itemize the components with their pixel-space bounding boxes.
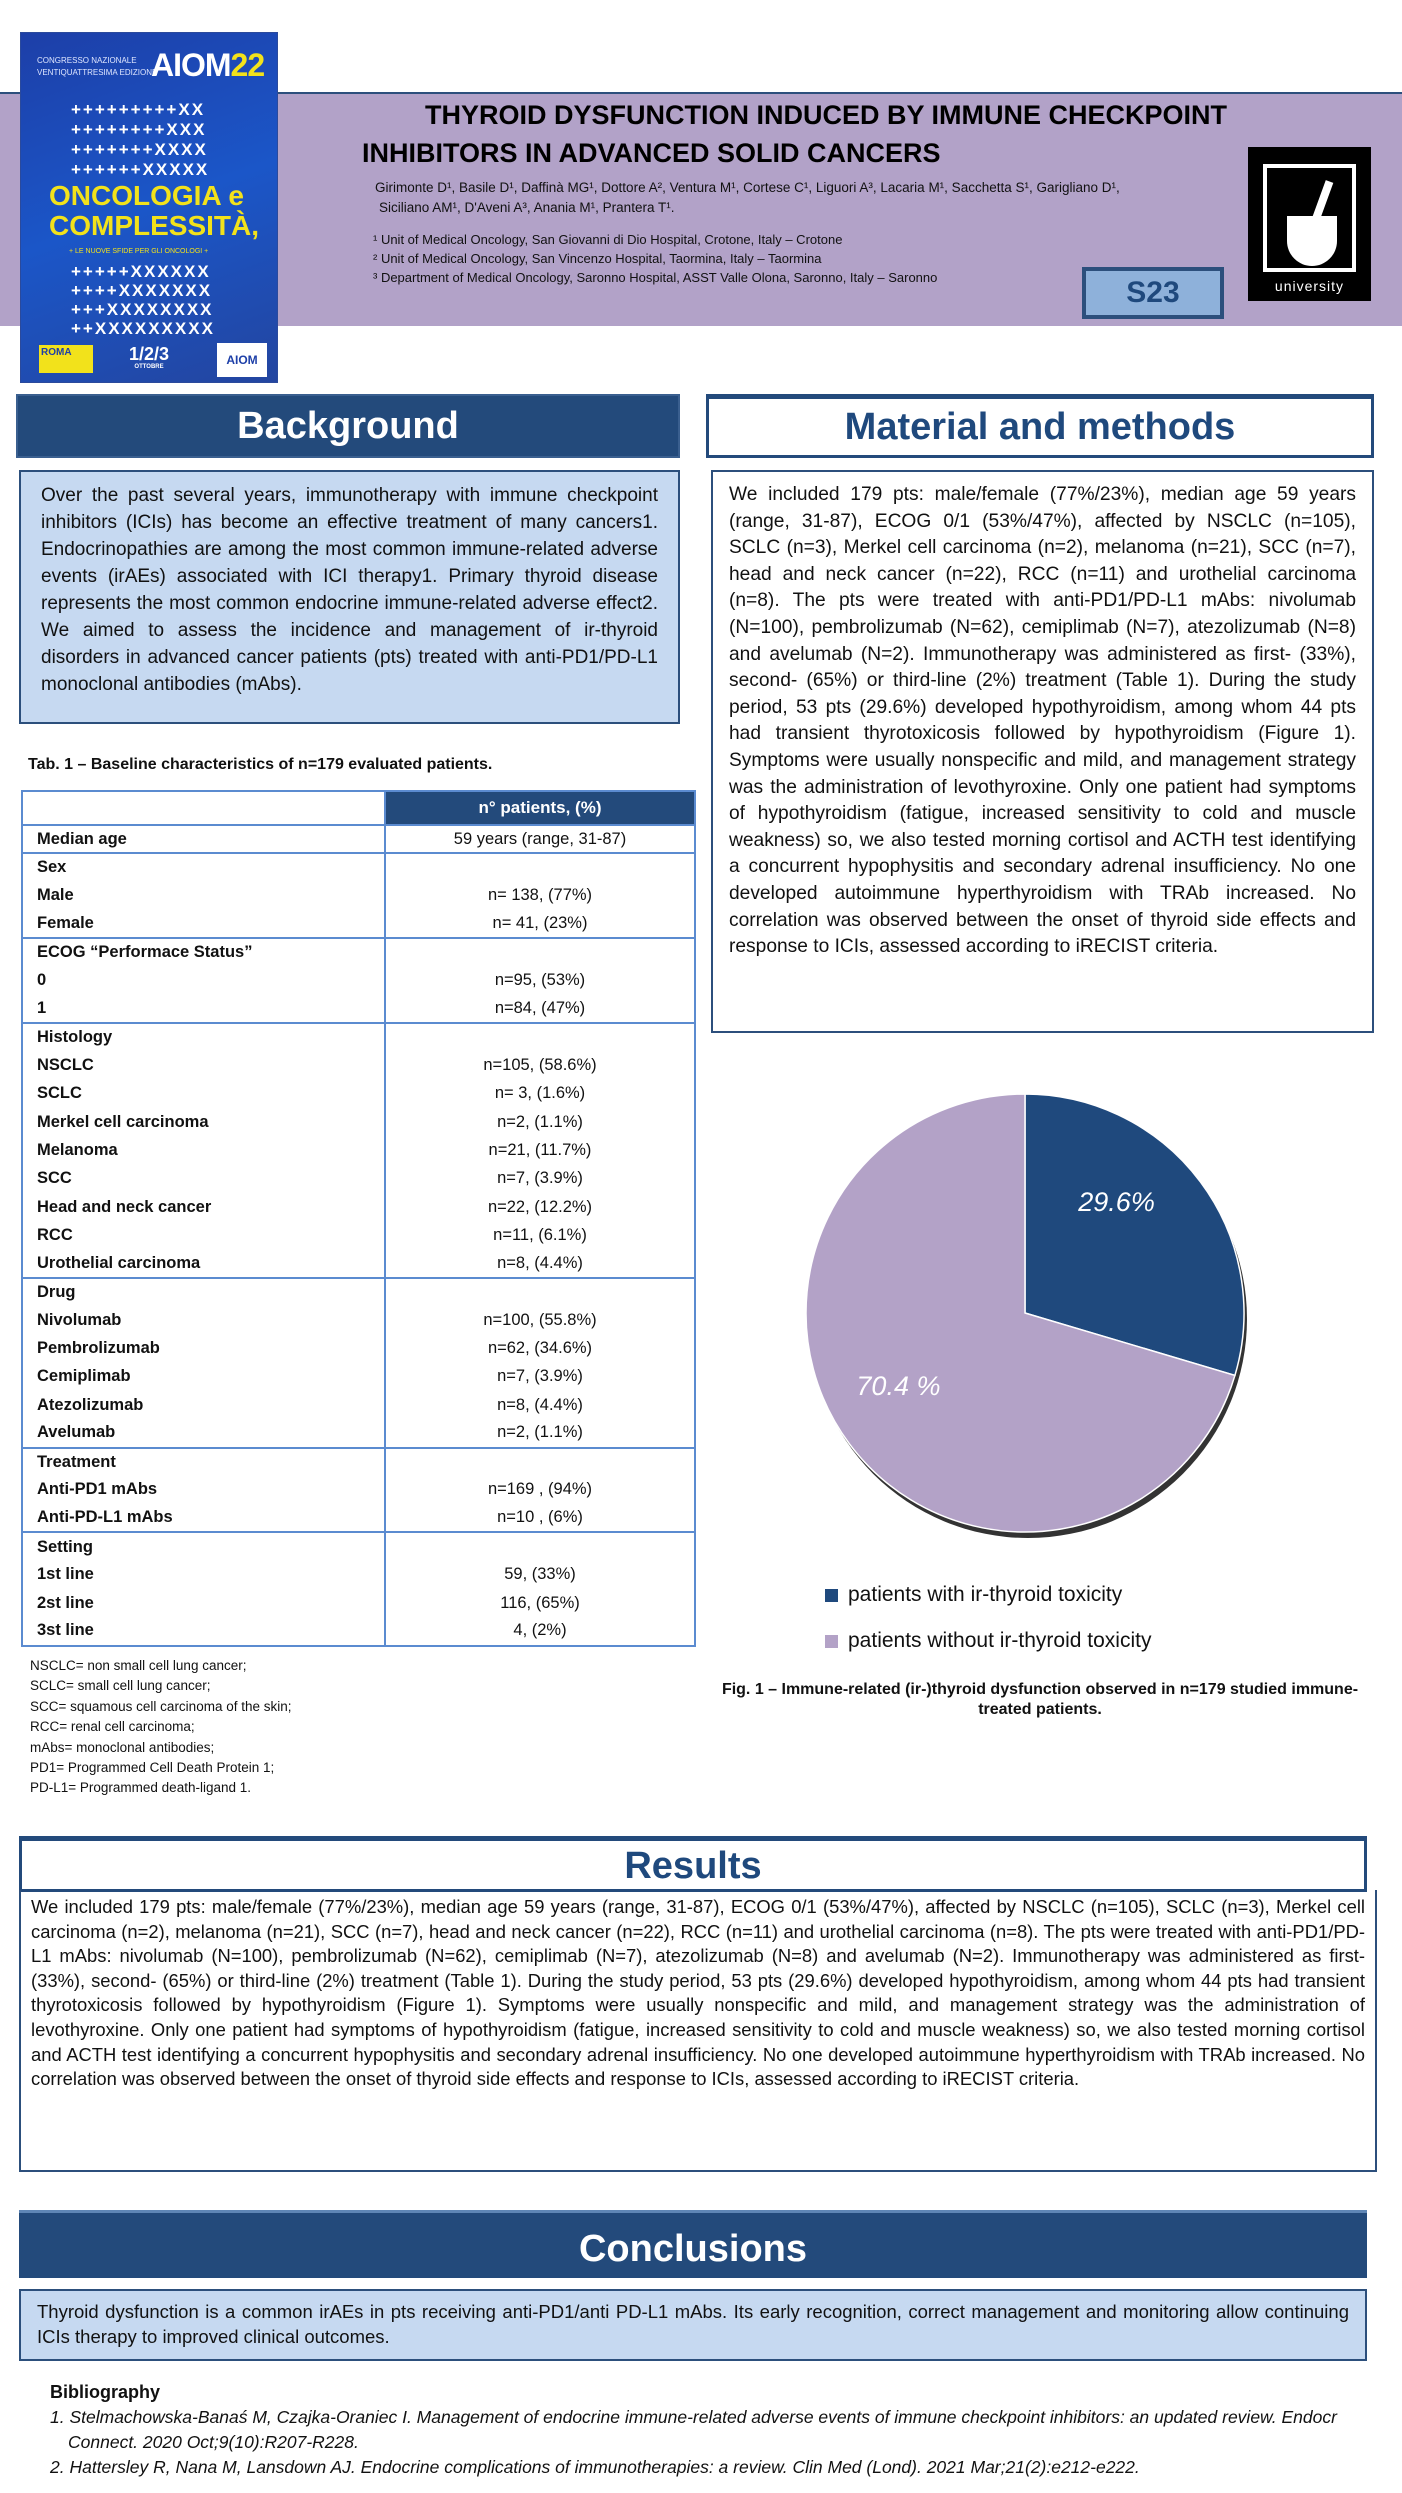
table-row (22, 825, 695, 853)
row-value: n=2, (1.1%) (385, 1419, 695, 1447)
bibliography-heading: Bibliography (50, 2382, 161, 2402)
logo-pattern: ++XXXXXXXXX (71, 319, 215, 338)
row-label: Nivolumab (22, 1306, 385, 1334)
row-label: Melanoma (22, 1136, 385, 1164)
row-value (385, 938, 695, 966)
table-row (22, 1476, 695, 1504)
table-row (22, 1023, 695, 1051)
logo-pattern: +++++++++XX (71, 100, 206, 119)
table-row (22, 882, 695, 910)
row-label: Median age (22, 825, 385, 853)
table-row (22, 1589, 695, 1617)
row-label: 2st line (22, 1589, 385, 1617)
table-row (22, 1193, 695, 1221)
abbreviation: PD1= Programmed Cell Death Protein 1; (30, 1760, 275, 1776)
logo-city: ROMA (39, 345, 93, 373)
conclusions-heading: Conclusions (19, 2210, 1367, 2278)
poster-code: S23 (1086, 271, 1220, 315)
table-row (22, 910, 695, 938)
table-row (22, 966, 695, 994)
row-value: n=21, (11.7%) (385, 1136, 695, 1164)
logo-brand: AIOM (151, 47, 231, 83)
row-label: SCLC (22, 1080, 385, 1108)
row-value: 59, (33%) (385, 1561, 695, 1589)
row-value (385, 1448, 695, 1476)
table-row (22, 1278, 695, 1306)
row-value (385, 1023, 695, 1051)
row-label: Sex (22, 853, 385, 881)
university-logo-text: university (1274, 278, 1345, 294)
reference: 2. Hattersley R, Nana M, Lansdown AJ. Endocrine complications of immunotherapies: a review. Clin Med (Lond). 2021 Mar;21(2):e212-e222. (50, 2457, 1140, 2477)
row-value: n=2, (1.1%) (385, 1108, 695, 1136)
row-label: Avelumab (22, 1419, 385, 1447)
table-header-empty (22, 791, 385, 825)
table-row (22, 1136, 695, 1164)
row-label: Male (22, 882, 385, 910)
table-row (22, 1165, 695, 1193)
row-value: n=95, (53%) (385, 966, 695, 994)
abbreviation: SCC= squamous cell carcinoma of the skin; (30, 1698, 292, 1714)
row-label: Cemiplimab (22, 1363, 385, 1391)
table-row (22, 1419, 695, 1447)
methods-heading: Material and methods (706, 394, 1374, 458)
mortar-pestle-icon (1263, 164, 1356, 272)
title-line-2: INHIBITORS IN ADVANCED SOLID CANCERS (362, 138, 941, 168)
row-label: Merkel cell carcinoma (22, 1108, 385, 1136)
row-value: n=84, (47%) (385, 995, 695, 1023)
table-row (22, 1249, 695, 1277)
table-row (22, 1561, 695, 1589)
row-label: Drug (22, 1278, 385, 1306)
row-value: n=11, (6.1%) (385, 1221, 695, 1249)
row-value: n=7, (3.9%) (385, 1165, 695, 1193)
legend-swatch (825, 1589, 838, 1602)
row-label: 3st line (22, 1617, 385, 1645)
affiliation: ¹ Unit of Medical Oncology, San Giovanni di Dio Hospital, Crotone, Italy – Crotone (373, 232, 843, 247)
row-value: n=10 , (6%) (385, 1504, 695, 1532)
row-value (385, 1278, 695, 1306)
legend-swatch (825, 1635, 838, 1648)
row-value: n=7, (3.9%) (385, 1363, 695, 1391)
chart-legend (825, 1572, 1151, 1664)
reference: 1. Stelmachowska-Banaś M, Czajka-Oraniec I. Management of endocrine immune-related adverse events of immune checkpoint inhibitors: an updated review. Endocr Connect. 2020 Oct;9(10):R207-R228. (50, 2407, 1337, 2452)
table-row (22, 1617, 695, 1645)
table-row (22, 1221, 695, 1249)
legend-item (825, 1572, 1151, 1618)
logo-subtitle: + LE NUOVE SFIDE PER GLI ONCOLOGI + (69, 248, 209, 255)
logo-theme: ONCOLOGIA e (49, 180, 244, 211)
logo-edition: VENTIQUATTRESIMA EDIZIONE (37, 68, 158, 77)
affiliations (373, 230, 937, 287)
row-label: Setting (22, 1532, 385, 1560)
row-label: Treatment (22, 1448, 385, 1476)
logo-dates: 1/2/3 (129, 344, 170, 364)
abbreviation: mAbs= monoclonal antibodies; (30, 1739, 215, 1755)
table-row (22, 1448, 695, 1476)
row-label: 0 (22, 966, 385, 994)
row-value: n=8, (4.4%) (385, 1391, 695, 1419)
legend-label: patients without ir-thyroid toxicity (848, 1629, 1152, 1652)
legend-item (825, 1618, 1151, 1664)
row-label: Anti-PD-L1 mAbs (22, 1504, 385, 1532)
authors-line: Siciliano AM¹, D'Aveni A³, Anania M¹, Prantera T¹. (379, 200, 675, 215)
row-label: Histology (22, 1023, 385, 1051)
results-text: We included 179 pts: male/female (77%/23%), median age 59 years (range, 31-87), ECOG 0/1 (53%/47%), affected by NSCLC (n=105), SCLC (n=3), Merkel cell carcinoma (n=2), melanoma (n=21), SCC (n=7), head and neck cancer (n=22), RCC (n=11) and urothelial carcinoma (n=8). The pts were treated with anti-PD1/PD-L1 mAbs: nivolumab (N=100), pembrolizumab (N=62), cemiplimab (N=7), atezolizumab (N=8) and avelumab (N=2). Immunotherapy was administered as first- (33%), second- (65%) or third-line (2%) treatment (Table 1). During the study period, 53 pts (29.6%) developed hypothyroidism, among whom 44 pts had transient thyrotoxicosis followed by hypothyroidism (Figure 1). Symptoms were usually nonspecific and mild, and management strategy was the administration of levothyroxine. Only one patient had symptoms of hypothyroidism (fatigue, increased sensitivity to cold and muscle weakness) so, we also tested morning cortisol and ACTH test identifying a concurrent hypophysitis and secondary adrenal insufficiency. No one developed autoimmune hyperthyroidism with TRAb increased. No correlation was observed between the onset of thyroid side effects and response to ICIs, assessed according to iRECIST criteria. (19, 1890, 1377, 2172)
row-label: Anti-PD1 mAbs (22, 1476, 385, 1504)
conclusions-text: Thyroid dysfunction is a common irAEs in pts receiving anti-PD1/anti PD-L1 mAbs. Its early recognition, correct management and monitoring allow continuing ICIs therapy to improved clinical outcomes. (19, 2289, 1367, 2361)
logo-pattern: +++XXXXXXXX (71, 300, 214, 319)
pie-data-label: 29.6% (1078, 1186, 1155, 1217)
results-heading: Results (19, 1836, 1367, 1892)
baseline-characteristics-table (21, 790, 696, 1647)
row-value: n=169 , (94%) (385, 1476, 695, 1504)
table-row (22, 1334, 695, 1362)
university-logo (1248, 147, 1371, 301)
table-row (22, 1532, 695, 1560)
table-row (22, 853, 695, 881)
table-row (22, 1051, 695, 1079)
logo-pattern: ++++++++XXX (71, 120, 207, 139)
row-label: SCC (22, 1165, 385, 1193)
affiliation: ² Unit of Medical Oncology, San Vincenzo Hospital, Taormina, Italy – Taormina (373, 251, 822, 266)
row-value: 4, (2%) (385, 1617, 695, 1645)
row-label: 1st line (22, 1561, 385, 1589)
row-value: n= 138, (77%) (385, 882, 695, 910)
row-value: n=105, (58.6%) (385, 1051, 695, 1079)
row-label: RCC (22, 1221, 385, 1249)
affiliation: ³ Department of Medical Oncology, Saronno Hospital, ASST Valle Olona, Saronno, Italy – Saronno (373, 270, 938, 285)
bibliography (50, 2380, 1380, 2480)
row-label: Head and neck cancer (22, 1193, 385, 1221)
table-row (22, 938, 695, 966)
row-label: 1 (22, 995, 385, 1023)
poster-code-badge (1082, 267, 1224, 319)
row-label: Urothelial carcinoma (22, 1249, 385, 1277)
table-caption: Tab. 1 – Baseline characteristics of n=179 evaluated patients. (28, 756, 493, 773)
table-row (22, 1391, 695, 1419)
logo-month: OTTOBRE (134, 364, 164, 370)
aiom-congress-logo (20, 32, 278, 383)
background-text: Over the past several years, immunotherapy with immune checkpoint inhibitors (ICIs) has become an effective treatment of many cancers1. Endocrinopathies are among the most common immune-related adverse events (irAEs) associated with ICI therapy1. Primary thyroid disease represents the most common endocrine immune-related adverse effect2. We aimed to assess the incidence and management of ir-thyroid disorders in advanced cancer patients (pts) treated with anti-PD1/PD-L1 monoclonal antibodies (mAbs). (19, 470, 680, 724)
row-value: n=8, (4.4%) (385, 1249, 695, 1277)
abbreviation: RCC= renal cell carcinoma; (30, 1719, 195, 1735)
logo-pattern: +++++XXXXXX (71, 262, 211, 281)
table-row (22, 1363, 695, 1391)
row-label: Pembrolizumab (22, 1334, 385, 1362)
row-value: n= 3, (1.6%) (385, 1080, 695, 1108)
logo-congress: CONGRESSO NAZIONALE (37, 56, 137, 65)
logo-pattern: +++++++XXXX (71, 140, 208, 159)
pie-data-label: 70.4 % (856, 1371, 941, 1402)
table-column-header: n° patients, (%) (385, 791, 695, 825)
row-value (385, 853, 695, 881)
figure-caption: Fig. 1 – Immune-related (ir-)thyroid dysfunction observed in n=179 studied immune-treated patients. (721, 1681, 1359, 1718)
table-row (22, 1306, 695, 1334)
logo-pattern: ++++XXXXXXX (71, 281, 213, 300)
methods-text: We included 179 pts: male/female (77%/23%), median age 59 years (range, 31-87), ECOG 0/1 (53%/47%), affected by NSCLC (n=105), SCLC (n=3), Merkel cell carcinoma (n=2), melanoma (n=21), SCC (n=7), head and neck cancer (n=22), RCC (n=11) and urothelial carcinoma (n=8). The pts were treated with anti-PD1/PD-L1 mAbs: nivolumab (N=100), pembrolizumab (N=62), cemiplimab (N=7), atezolizumab (N=8) and avelumab (N=2). Immunotherapy was administered as first- (33%), second- (65%) or third-line (2%) treatment (Table 1). During the study period, 53 pts (29.6%) developed hypothyroidism, among whom 44 pts had transient thyrotoxicosis followed by hypothyroidism (Figure 1). Symptoms were usually nonspecific and mild, and management strategy was the administration of levothyroxine. Only one patient had symptoms of hypothyroidism (fatigue, increased sensitivity to cold and muscle weakness) so, we also tested morning cortisol and ACTH test identifying a concurrent hypophysitis and secondary adrenal insufficiency. No one developed autoimmune hyperthyroidism with TRAb increased. No correlation was observed between the onset of thyroid side effects and response to ICIs, assessed according to iRECIST criteria. (711, 470, 1374, 1033)
row-value: n=100, (55.8%) (385, 1306, 695, 1334)
aiom-small-logo: AIOM (217, 343, 267, 377)
row-label: Female (22, 910, 385, 938)
row-value: 116, (65%) (385, 1589, 695, 1617)
row-value: n= 41, (23%) (385, 910, 695, 938)
authors-line: Girimonte D¹, Basile D¹, Daffinà MG¹, Dottore A², Ventura M¹, Cortese C¹, Liguori A³, Lacaria M¹, Sacchetta S¹, Garigliano D¹, (375, 180, 1120, 195)
legend-label: patients with ir-thyroid toxicity (848, 1583, 1123, 1606)
logo-pattern: ++++++XXXXX (71, 160, 210, 179)
abbreviation: PD-L1= Programmed death-ligand 1. (30, 1780, 251, 1796)
row-value: n=22, (12.2%) (385, 1193, 695, 1221)
row-label: NSCLC (22, 1051, 385, 1079)
row-value: 59 years (range, 31-87) (385, 825, 695, 853)
table-row (22, 1504, 695, 1532)
authors (375, 178, 1255, 218)
row-label: ECOG “Performace Status” (22, 938, 385, 966)
pie-chart (790, 1080, 1270, 1560)
table-row (22, 995, 695, 1023)
table-row (22, 1108, 695, 1136)
background-heading: Background (16, 394, 680, 458)
abbreviations (30, 1656, 292, 1799)
abbreviation: NSCLC= non small cell lung cancer; (30, 1658, 247, 1673)
abbreviation: SCLC= small cell lung cancer; (30, 1678, 211, 1694)
logo-brand-num: 22 (230, 47, 265, 83)
poster-title (300, 96, 1350, 172)
row-label: Atezolizumab (22, 1391, 385, 1419)
row-value: n=62, (34.6%) (385, 1334, 695, 1362)
row-value (385, 1532, 695, 1560)
table-row (22, 1080, 695, 1108)
logo-theme: COMPLESSITÀ, (49, 210, 260, 241)
title-line-1: THYROID DYSFUNCTION INDUCED BY IMMUNE CHECKPOINT (425, 100, 1228, 130)
